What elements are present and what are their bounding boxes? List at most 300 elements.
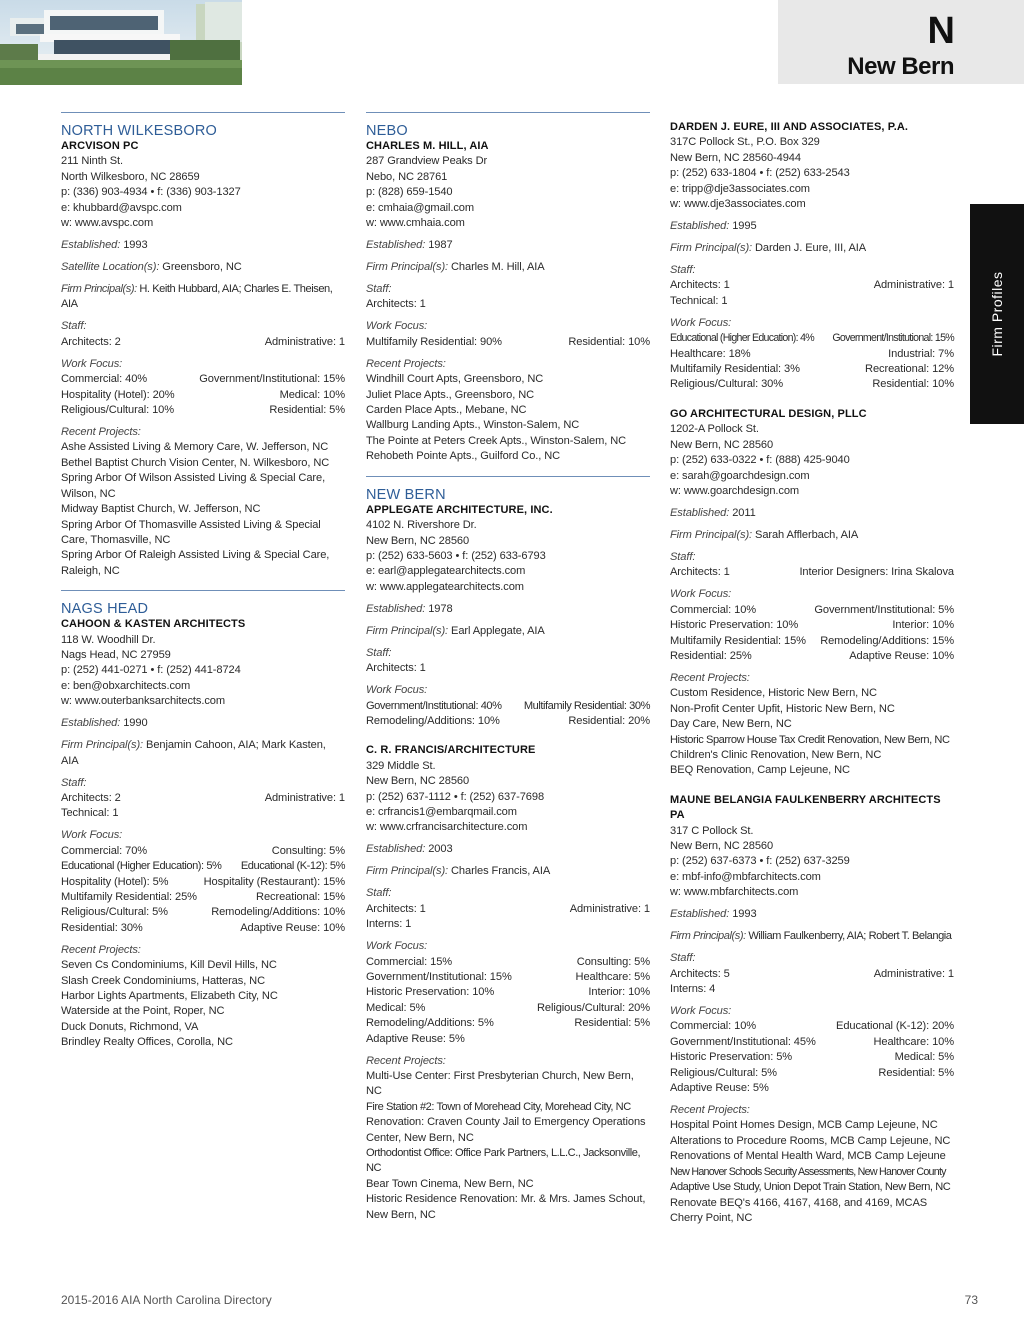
staff-item: Architects: 1	[366, 298, 426, 311]
focus-item: Adaptive Reuse: 5%	[366, 1032, 465, 1045]
focus-row	[670, 1019, 954, 1034]
focus-item: Government/Institutional: 15%	[366, 971, 512, 983]
principals-label: Firm Principal(s):	[366, 865, 449, 878]
address-line: 4102 N. Rivershore Dr.	[366, 519, 477, 532]
project-item: Brindley Realty Offices, Corolla, NC	[61, 1036, 233, 1049]
project-item: Day Care, New Bern, NC	[670, 718, 792, 731]
staff-item: Architects: 1	[366, 902, 426, 915]
focus-row	[366, 714, 650, 729]
established-value: 1978	[428, 602, 453, 615]
satellite	[61, 260, 345, 275]
established	[61, 716, 345, 731]
established-label: Established:	[366, 602, 426, 615]
principals-value: William Faulkenberry, AIA; Robert T. Belangia	[748, 930, 952, 943]
focus-item: Medical: 5%	[894, 1051, 954, 1064]
principals-value: Charles Francis, AIA	[451, 865, 551, 878]
address-line: Nags Head, NC 27959	[61, 648, 171, 661]
established-label: Established:	[61, 717, 121, 730]
satellite-label: Satellite Location(s):	[61, 261, 160, 274]
firm-listing	[61, 601, 345, 1051]
email-line: e: khubbard@avspc.com	[61, 201, 182, 214]
focus-row	[366, 335, 650, 350]
phone-line: p: (828) 659-1540	[366, 186, 453, 199]
focus-item: Industrial: 7%	[888, 347, 954, 360]
project-item: Juliet Place Apts., Greensboro, NC	[366, 388, 535, 401]
focus-item: Residential: 25%	[670, 649, 752, 662]
staff-item: Architects: 2	[61, 335, 121, 348]
staff-row	[670, 278, 954, 293]
focus-row	[366, 985, 650, 1000]
work-focus-label: Work Focus:	[366, 684, 428, 697]
focus-item: Interior: 10%	[588, 986, 650, 999]
established-value: 2011	[732, 506, 756, 519]
staff-item: Interns: 4	[670, 983, 716, 996]
divider	[366, 112, 650, 113]
established-value: 1987	[428, 239, 453, 252]
focus-item: Multifamily Residential: 25%	[61, 891, 197, 903]
principals-value: H. Keith Hubbard, AIA; Charles E. Theisen, AIA	[61, 283, 333, 311]
principals-value: Earl Applegate, AIA	[451, 624, 545, 637]
staff-row	[366, 902, 650, 917]
firm-listing	[366, 743, 650, 1223]
focus-item: Government/Institutional: 5%	[814, 603, 954, 616]
recent-projects-label: Recent Projects:	[670, 1104, 750, 1117]
focus-item: Hospitality (Restaurant): 15%	[203, 875, 345, 888]
recent-projects-label: Recent Projects:	[366, 1054, 446, 1067]
focus-item: Consulting: 5%	[271, 844, 345, 857]
phone-line: p: (252) 441-0271 • f: (252) 441-8724	[61, 664, 241, 677]
focus-row	[61, 921, 345, 936]
city-heading: NEBO	[366, 123, 408, 139]
focus-item: Religious/Cultural: 20%	[536, 1001, 650, 1014]
project-item: Spring Arbor Of Wilson Assisted Living & Special Care, Wilson, NC	[61, 472, 326, 500]
work-focus-label: Work Focus:	[670, 1005, 732, 1018]
focus-row	[670, 649, 954, 664]
firm-name: GO ARCHITECTURAL DESIGN, PLLC	[670, 407, 867, 420]
staff-label: Staff:	[366, 646, 392, 659]
project-item: Historic Residence Renovation: Mr. & Mrs. James Schout, New Bern, NC	[366, 1193, 646, 1221]
established-value: 1990	[123, 717, 148, 730]
focus-item: Commercial: 10%	[670, 1020, 757, 1033]
email-line: e: earl@applegatearchitects.com	[366, 565, 526, 578]
firm-listing	[670, 793, 954, 1227]
focus-row	[670, 347, 954, 362]
focus-row	[366, 699, 650, 714]
established-label: Established:	[670, 908, 730, 921]
firm-listing	[366, 123, 650, 465]
established-label: Established:	[366, 843, 426, 856]
principals-label: Firm Principal(s):	[61, 283, 137, 296]
project-item: Seven Cs Condominiums, Kill Devil Hills, NC	[61, 959, 277, 972]
focus-item: Recreational: 12%	[865, 363, 954, 376]
project-item: Rehobeth Pointe Apts., Guilford Co., NC	[366, 450, 561, 463]
focus-item: Religious/Cultural: 5%	[61, 906, 168, 919]
project-item: New Hanover Schools Security Assessments, New Hanover County	[670, 1165, 946, 1178]
staff-label: Staff:	[366, 887, 392, 900]
focus-row	[61, 890, 345, 905]
established	[366, 238, 650, 253]
work-focus-label: Work Focus:	[670, 588, 732, 601]
project-item: Carden Place Apts., Mebane, NC	[366, 404, 527, 417]
established-label: Established:	[670, 506, 730, 519]
project-item: Slash Creek Condominiums, Hatteras, NC	[61, 974, 265, 987]
project-item: BEQ Renovation, Camp Lejeune, NC	[670, 764, 850, 777]
project-item: Midway Baptist Church, W. Jefferson, NC	[61, 503, 261, 516]
address-line: 211 Ninth St.	[61, 155, 124, 168]
project-item: The Pointe at Peters Creek Apts., Winston-Salem, NC	[366, 434, 627, 447]
focus-row	[670, 634, 954, 649]
project-item: Bear Town Cinema, New Bern, NC	[366, 1177, 534, 1190]
focus-item: Healthcare: 5%	[575, 971, 650, 983]
focus-item: Remodeling/Additions: 5%	[366, 1017, 494, 1030]
focus-item: Healthcare: 18%	[670, 347, 751, 360]
focus-item: Educational (Higher Education): 4%	[670, 332, 815, 345]
staff-item: Administrative: 1	[264, 791, 345, 804]
focus-item: Adaptive Reuse: 10%	[240, 921, 345, 934]
column-3	[670, 120, 954, 1226]
website-line: w: www.applegatearchitects.com	[366, 580, 524, 593]
staff-item: Interns: 1	[366, 918, 412, 931]
side-tab-label: Firm Profiles	[989, 271, 1005, 357]
focus-item: Recreational: 15%	[256, 891, 345, 903]
project-item: Windhill Court Apts, Greensboro, NC	[366, 373, 544, 386]
email-line: e: tripp@dje3associates.com	[670, 182, 810, 195]
website-line: w: www.avspc.com	[61, 217, 154, 230]
focus-item: Residential: 5%	[878, 1066, 954, 1079]
focus-row	[366, 955, 650, 970]
work-focus-label: Work Focus:	[61, 829, 123, 842]
established-value: 1995	[732, 220, 757, 233]
focus-item: Remodeling/Additions: 10%	[211, 906, 345, 919]
focus-row	[366, 1032, 650, 1047]
recent-projects-label: Recent Projects:	[366, 357, 446, 370]
focus-item: Commercial: 10%	[670, 603, 757, 616]
recent-projects-label: Recent Projects:	[61, 426, 141, 439]
focus-row	[366, 1016, 650, 1031]
address-line: New Bern, NC 28560	[366, 775, 470, 788]
focus-item: Government/Institutional: 15%	[199, 373, 345, 386]
staff-label: Staff:	[61, 776, 87, 789]
focus-row	[670, 1081, 954, 1096]
project-item: Duck Donuts, Richmond, VA	[61, 1020, 199, 1033]
established-label: Established:	[366, 239, 426, 252]
focus-item: Hospitality (Hotel): 5%	[61, 875, 169, 888]
principals	[61, 738, 345, 769]
established-label: Established:	[61, 239, 121, 252]
website-line: w: www.outerbanksarchitects.com	[61, 695, 225, 708]
staff-label: Staff:	[670, 952, 696, 965]
phone-line: p: (252) 633-1804 • f: (252) 633-2543	[670, 167, 850, 180]
focus-row	[366, 1001, 650, 1016]
project-item: Fire Station #2: Town of Morehead City, Morehead City, NC	[366, 1100, 631, 1113]
firm-listing	[670, 407, 954, 779]
project-item: Orthodontist Office: Office Park Partners, L.L.C., Jacksonville, NC	[366, 1147, 641, 1175]
focus-item: Educational (Higher Education): 5%	[61, 860, 222, 873]
staff-item: Administrative: 1	[873, 279, 954, 292]
principals	[670, 528, 954, 543]
city-heading: NORTH WILKESBORO	[61, 123, 218, 139]
focus-item: Commercial: 70%	[61, 844, 148, 857]
principals-label: Firm Principal(s):	[366, 624, 449, 637]
project-item: Spring Arbor Of Raleigh Assisted Living & Special Care, Raleigh, NC	[61, 549, 330, 577]
divider	[61, 590, 345, 591]
focus-row	[670, 618, 954, 633]
staff-row	[670, 967, 954, 982]
staff-item: Architects: 1	[670, 279, 730, 292]
established	[366, 602, 650, 617]
staff-item: Interior Designers: Irina Skalova	[799, 566, 954, 579]
staff-item: Technical: 1	[61, 807, 119, 820]
focus-row	[61, 859, 345, 874]
staff-item: Administrative: 1	[264, 335, 345, 348]
divider	[61, 112, 345, 113]
firm-name: CHARLES M. HILL, AIA	[366, 140, 489, 152]
firm-profiles-tab	[970, 204, 1024, 424]
project-item: Adaptive Use Study, Union Depot Train Station, New Bern, NC	[670, 1181, 951, 1194]
satellite-value: Greensboro, NC	[162, 261, 242, 274]
project-item: Alterations to Procedure Rooms, MCB Camp Lejeune, NC	[670, 1134, 951, 1147]
principals-label: Firm Principal(s):	[670, 242, 753, 255]
established-value: 1993	[732, 908, 757, 921]
firm-listing	[366, 487, 650, 730]
project-item: Historic Sparrow House Tax Credit Renovation, New Bern, NC	[670, 733, 950, 746]
focus-item: Residential: 20%	[568, 714, 650, 727]
focus-item: Multifamily Residential: 30%	[523, 699, 650, 712]
principals-label: Firm Principal(s):	[670, 528, 753, 541]
focus-row	[61, 905, 345, 920]
focus-row	[670, 1050, 954, 1065]
project-item: Spring Arbor Of Thomasville Assisted Living & Special Care, Thomasville, NC	[61, 518, 321, 546]
email-line: e: cmhaia@gmail.com	[366, 201, 475, 214]
work-focus-label: Work Focus:	[366, 320, 428, 333]
firm-name: ARCVISON PC	[61, 140, 139, 152]
phone-line: p: (252) 637-6373 • f: (252) 637-3259	[670, 855, 850, 868]
focus-item: Multifamily Residential: 15%	[670, 634, 806, 647]
principals	[670, 241, 954, 256]
staff-row	[61, 335, 345, 350]
principals-label: Firm Principal(s):	[366, 261, 449, 274]
focus-item: Consulting: 5%	[576, 955, 650, 968]
firm-name: DARDEN J. EURE, III AND ASSOCIATES, P.A.	[670, 121, 909, 133]
focus-item: Remodeling/Additions: 15%	[820, 634, 954, 647]
footer-directory-title: 2015-2016 AIA North Carolina Directory	[61, 1293, 272, 1307]
focus-item: Historic Preservation: 5%	[670, 1051, 793, 1064]
address-line: 329 Middle St.	[366, 759, 436, 772]
project-item: Children's Clinic Renovation, New Bern, NC	[670, 748, 882, 761]
established-value: 1993	[123, 239, 148, 252]
project-item: Wallburg Landing Apts., Winston-Salem, NC	[366, 419, 580, 432]
focus-row	[670, 331, 954, 346]
principals-label: Firm Principal(s):	[61, 739, 144, 752]
staff-item: Architects: 1	[366, 662, 426, 675]
address-line: 317C Pollock St., P.O. Box 329	[670, 136, 820, 149]
firm-name: C. R. FRANCIS/ARCHITECTURE	[366, 744, 536, 757]
project-item: Multi-Use Center: First Presbyterian Church, New Bern, NC	[366, 1070, 634, 1098]
focus-row	[366, 970, 650, 985]
project-item: Hospital Point Homes Design, MCB Camp Lejeune, NC	[670, 1119, 938, 1132]
focus-row	[670, 1066, 954, 1081]
staff-row	[670, 565, 954, 580]
address-line: 118 W. Woodhill Dr.	[61, 633, 156, 646]
address-line: Nebo, NC 28761	[366, 170, 448, 183]
phone-line: p: (252) 637-1112 • f: (252) 637-7698	[366, 790, 545, 803]
hero-photo	[0, 0, 242, 85]
firm-name: APPLEGATE ARCHITECTURE, INC.	[366, 503, 553, 516]
focus-item: Hospitality (Hotel): 20%	[61, 388, 175, 401]
website-line: w: www.cmhaia.com	[366, 217, 465, 230]
firm-name: MAUNE BELANGIA FAULKENBERRY ARCHITECTS PA	[670, 793, 941, 822]
column-1	[61, 112, 345, 1051]
focus-item: Remodeling/Additions: 10%	[366, 714, 500, 727]
focus-row	[61, 403, 345, 418]
email-line: e: mbf-info@mbfarchitects.com	[670, 870, 821, 883]
website-line: w: www.goarchdesign.com	[670, 484, 800, 497]
address-line: 317 C Pollock St.	[670, 824, 754, 837]
email-line: e: sarah@goarchdesign.com	[670, 469, 810, 482]
principals	[366, 260, 650, 275]
address-line: New Bern, NC 28560	[366, 534, 470, 547]
page-number: 73	[964, 1293, 978, 1307]
work-focus-label: Work Focus:	[366, 940, 428, 953]
established-label: Established:	[670, 220, 730, 233]
staff-label: Staff:	[366, 283, 392, 296]
focus-row	[61, 844, 345, 859]
recent-projects-label: Recent Projects:	[670, 671, 750, 684]
focus-item: Residential: 10%	[872, 378, 954, 391]
section-city: New Bern	[847, 53, 954, 80]
city-heading: NEW BERN	[366, 486, 446, 503]
staff-label: Staff:	[670, 550, 696, 563]
focus-item: Religious/Cultural: 10%	[61, 404, 175, 417]
staff-label: Staff:	[670, 264, 696, 277]
focus-item: Government/Institutional: 15%	[832, 332, 954, 345]
divider	[366, 476, 650, 477]
staff-item: Architects: 1	[670, 566, 730, 579]
project-item: Renovate BEQ's 4166, 4167, 4168, and 4169, MCAS Cherry Point, NC	[670, 1196, 928, 1224]
address-line: 287 Grandview Peaks Dr	[366, 155, 488, 168]
firm-listing	[670, 120, 954, 393]
focus-item: Medical: 10%	[279, 388, 345, 401]
focus-row	[61, 388, 345, 403]
staff-row	[670, 294, 954, 309]
project-item: Bethel Baptist Church Vision Center, N. Wilkesboro, NC	[61, 456, 330, 469]
staff-item: Administrative: 1	[873, 967, 954, 980]
established	[61, 238, 345, 253]
established	[670, 219, 954, 234]
focus-item: Adaptive Reuse: 5%	[670, 1082, 769, 1095]
section-header	[778, 0, 1024, 84]
staff-row	[61, 806, 345, 821]
principals	[670, 929, 954, 944]
phone-line: p: (336) 903-4934 • f: (336) 903-1327	[61, 186, 241, 199]
principals-value: Sarah Afflerbach, AIA	[755, 528, 859, 541]
website-line: w: www.crfrancisarchitecture.com	[366, 821, 528, 834]
address-line: New Bern, NC 28560	[670, 438, 774, 451]
firm-name: CAHOON & KASTEN ARCHITECTS	[61, 618, 246, 631]
principals-value: Darden J. Eure, III, AIA	[755, 242, 867, 255]
project-item: Renovation: Craven County Jail to Emergency Operations Center, New Bern, NC	[366, 1116, 646, 1144]
staff-item: Architects: 5	[670, 967, 730, 980]
staff-row	[670, 982, 954, 997]
staff-item: Technical: 1	[670, 294, 728, 307]
established	[670, 506, 954, 521]
focus-item: Commercial: 15%	[366, 955, 453, 968]
focus-item: Government/Institutional: 45%	[670, 1035, 816, 1048]
address-line: North Wilkesboro, NC 28659	[61, 170, 200, 183]
work-focus-label: Work Focus:	[61, 357, 123, 370]
focus-item: Commercial: 40%	[61, 373, 148, 386]
focus-row	[670, 377, 954, 392]
focus-item: Government/Institutional: 40%	[366, 699, 502, 712]
project-item: Non-Profit Center Upfit, Historic New Bern, NC	[670, 702, 895, 715]
focus-item: Medical: 5%	[366, 1001, 426, 1014]
staff-row	[366, 917, 650, 932]
principals	[366, 864, 650, 879]
focus-item: Residential: 10%	[568, 335, 650, 348]
project-item: Harbor Lights Apartments, Elizabeth City, NC	[61, 990, 278, 1003]
address-line: New Bern, NC 28560-4944	[670, 151, 801, 164]
focus-item: Multifamily Residential: 90%	[366, 335, 502, 348]
project-item: Renovations of Mental Health Ward, MCB Camp Lejeune	[670, 1150, 946, 1163]
staff-row	[61, 791, 345, 806]
city-heading: NAGS HEAD	[61, 601, 149, 618]
focus-row	[61, 372, 345, 387]
firm-listing	[61, 123, 345, 579]
principals-value: Benjamin Cahoon, AIA; Mark Kasten, AIA	[61, 739, 326, 767]
project-item: Waterside at the Point, Roper, NC	[61, 1005, 225, 1018]
phone-line: p: (252) 633-0322 • f: (888) 425-9040	[670, 454, 850, 467]
focus-item: Multifamily Residential: 3%	[670, 363, 800, 376]
established	[670, 907, 954, 922]
focus-row	[670, 1035, 954, 1050]
focus-item: Interior: 10%	[892, 619, 954, 632]
work-focus-label: Work Focus:	[670, 316, 732, 329]
website-line: w: www.dje3associates.com	[670, 198, 806, 211]
principals-value: Charles M. Hill, AIA	[451, 261, 545, 274]
focus-item: Educational (K-12): 5%	[240, 860, 345, 873]
website-line: w: www.mbfarchitects.com	[670, 886, 799, 899]
project-item: Custom Residence, Historic New Bern, NC	[670, 687, 877, 700]
recent-projects-label: Recent Projects:	[61, 943, 141, 956]
project-item: Ashe Assisted Living & Memory Care, W. Jefferson, NC	[61, 441, 329, 454]
focus-item: Educational (K-12): 20%	[836, 1020, 954, 1033]
focus-item: Historic Preservation: 10%	[670, 619, 799, 632]
focus-row	[670, 603, 954, 618]
phone-line: p: (252) 633-5603 • f: (252) 633-6793	[366, 549, 546, 562]
principals-label: Firm Principal(s):	[670, 930, 746, 943]
focus-item: Historic Preservation: 10%	[366, 986, 495, 999]
section-letter: N	[927, 10, 954, 52]
staff-label: Staff:	[61, 320, 87, 333]
focus-item: Residential: 5%	[574, 1017, 650, 1030]
focus-item: Adaptive Reuse: 10%	[849, 649, 954, 662]
address-line: 1202-A Pollock St.	[670, 423, 759, 436]
focus-row	[61, 875, 345, 890]
principals	[61, 282, 345, 313]
staff-item: Architects: 2	[61, 791, 121, 804]
focus-item: Religious/Cultural: 5%	[670, 1066, 777, 1079]
address-line: New Bern, NC 28560	[670, 840, 774, 852]
focus-item: Religious/Cultural: 30%	[670, 378, 784, 391]
email-line: e: ben@obxarchitects.com	[61, 679, 191, 692]
established-value: 2003	[428, 843, 453, 856]
email-line: e: crfrancis1@embarqmail.com	[366, 805, 517, 818]
focus-item: Residential: 30%	[61, 921, 143, 934]
principals	[366, 624, 650, 639]
established	[366, 842, 650, 857]
column-2	[366, 112, 650, 1223]
focus-row	[670, 362, 954, 377]
